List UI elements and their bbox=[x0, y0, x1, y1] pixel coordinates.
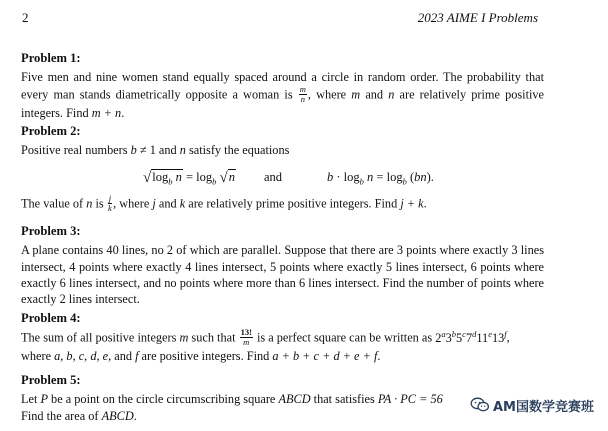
equation-line bbox=[21, 167, 544, 189]
problem-text: The sum of all positive integers m such that $\frac{13!}{m}$ is a perfect square can be written as 2$^a$3$^b$5$^c$7$^d$11e13$^f$, bbox=[21, 327, 510, 348]
problem-text: Positive real numbers b ≠ 1 and n satisfy the equations bbox=[21, 143, 290, 158]
page-number: 2 bbox=[22, 10, 29, 25]
problem-title: Problem 1: bbox=[21, 51, 81, 65]
wechat-icon bbox=[470, 397, 490, 413]
problem-3 bbox=[21, 223, 544, 307]
problem-1 bbox=[21, 50, 544, 121]
problem-text: Find the area of ABCD. bbox=[21, 408, 137, 423]
problem-title: Problem 4: bbox=[21, 311, 81, 325]
conjunction: and bbox=[264, 169, 283, 184]
watermark-text: AM国数学竞赛班 bbox=[493, 399, 594, 415]
problem-text: The value of n is $\frac{j}{k}$ , where j and k are relatively prime positive integers. Find j + k. bbox=[21, 192, 427, 213]
problem-text: Let P be a point on the circle circumscribing square ABCD that satisfies PA · PC = 56 bbox=[21, 392, 443, 407]
problem-text: where a, b, c, d, e, and f are positive integers. Find a + b + c + d + e + f. bbox=[21, 349, 381, 364]
problem-text: Five men and nine women stand equally spaced around a circle in random order. The probability that every man stands diametrically opposite a woman is $\frac{m}{n}$ , where m and n are relatively prime positive integers. Find m + n. bbox=[21, 70, 545, 120]
problem-title: Problem 5: bbox=[21, 373, 81, 387]
watermark bbox=[470, 395, 594, 415]
fraction: $\frac{13!}{m}$ bbox=[240, 327, 252, 348]
problem-5 bbox=[21, 372, 544, 424]
equation-2: $b \cdot \log_b n = \log_b (bn)$. bbox=[327, 169, 434, 187]
fraction: $\frac{m}{n}$ bbox=[299, 83, 306, 104]
page-header bbox=[0, 10, 608, 26]
problem-title: Problem 3: bbox=[21, 224, 81, 238]
problem-title: Problem 2: bbox=[21, 124, 81, 138]
fraction: $\frac{j}{k}$ bbox=[108, 192, 112, 213]
prime-factorization: 2$^a$3$^b$5$^c$7$^d$11e13$^f$ bbox=[435, 328, 507, 345]
equation-1: $√\log_b$ $n = \log_b √n$ bbox=[143, 169, 235, 187]
problem-2 bbox=[21, 123, 544, 214]
running-title: 2023 AIME I Problems bbox=[417, 10, 538, 25]
problem-text: A plane contains 40 lines, no 2 of which are parallel. Suppose that there are 3 points where exactly 3 lines intersect, 4 points where exactly 4 lines intersect, 5 points where exactly 5 lines intersect, 6 points where exactly 6 lines intersect, and no points where more than 6 lines intersect. Find the number of points where exactly 2 lines intersect. bbox=[21, 243, 544, 307]
sqrt-expr: $√\log_b$ n bbox=[143, 169, 182, 187]
problem-4 bbox=[21, 310, 544, 365]
